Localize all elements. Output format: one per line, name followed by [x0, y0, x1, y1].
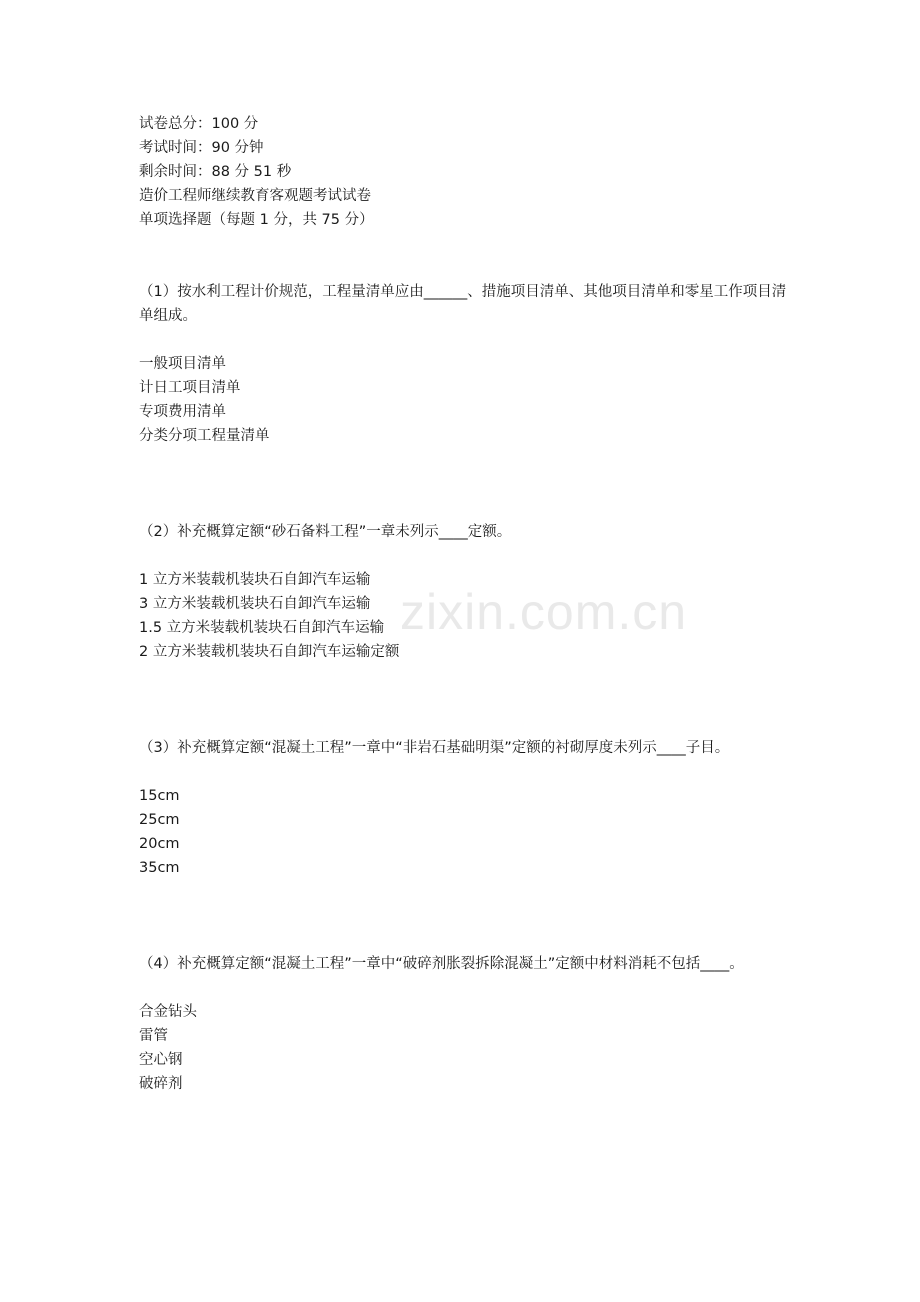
question-stem: （3）补充概算定额“混凝土工程”一章中“非岩石基础明渠”定额的衬砌厚度未列示____子目。	[139, 740, 730, 756]
option-b[interactable]: 计日工项目清单	[139, 380, 241, 396]
option-a[interactable]: 15cm	[139, 788, 180, 804]
option-c[interactable]: 1.5 立方米装载机装块石自卸汽车运输	[139, 620, 385, 636]
question-2	[139, 520, 789, 664]
option-c[interactable]: 20cm	[139, 836, 180, 852]
question-stem: （1）按水利工程计价规范，工程量清单应由______、措施项目清单、其他项目清单和零星工作项目清单组成。	[139, 284, 787, 324]
option-a[interactable]: 1 立方米装载机装块石自卸汽车运输	[139, 572, 371, 588]
exam-time: 考试时间：90 分钟	[139, 140, 264, 156]
option-d[interactable]: 破碎剂	[139, 1076, 183, 1092]
exam-document	[139, 112, 789, 1096]
question-spacer	[139, 448, 789, 520]
watermark: zixin.com.cn	[400, 584, 688, 640]
total-score: 试卷总分：100 分	[139, 116, 259, 132]
question-4	[139, 952, 789, 1096]
option-a[interactable]: 合金钻头	[139, 1004, 197, 1020]
option-a[interactable]: 一般项目清单	[139, 356, 226, 372]
option-c[interactable]: 专项费用清单	[139, 404, 226, 420]
section-title: 单项选择题（每题 1 分，共 75 分）	[139, 212, 374, 228]
exam-title: 造价工程师继续教育客观题考试试卷	[139, 188, 371, 204]
question-spacer	[139, 664, 789, 736]
option-b[interactable]: 25cm	[139, 812, 180, 828]
option-d[interactable]: 2 立方米装载机装块石自卸汽车运输定额	[139, 644, 400, 660]
option-b[interactable]: 雷管	[139, 1028, 168, 1044]
question-spacer	[139, 880, 789, 952]
options-list	[139, 352, 789, 448]
options-list	[139, 784, 789, 880]
question-3	[139, 736, 789, 880]
options-list	[139, 1000, 789, 1096]
remaining-time: 剩余时间：88 分 51 秒	[139, 164, 292, 180]
option-b[interactable]: 3 立方米装载机装块石自卸汽车运输	[139, 596, 371, 612]
option-d[interactable]: 35cm	[139, 860, 180, 876]
question-stem: （4）补充概算定额“混凝土工程”一章中“破碎剂胀裂拆除混凝土”定额中材料消耗不包括____。	[139, 956, 744, 972]
options-list	[139, 568, 789, 664]
option-c[interactable]: 空心钢	[139, 1052, 183, 1068]
question-stem: （2）补充概算定额“砂石备料工程”一章未列示____定额。	[139, 524, 512, 540]
question-1	[139, 280, 789, 448]
option-d[interactable]: 分类分项工程量清单	[139, 428, 270, 444]
exam-header	[139, 112, 789, 232]
